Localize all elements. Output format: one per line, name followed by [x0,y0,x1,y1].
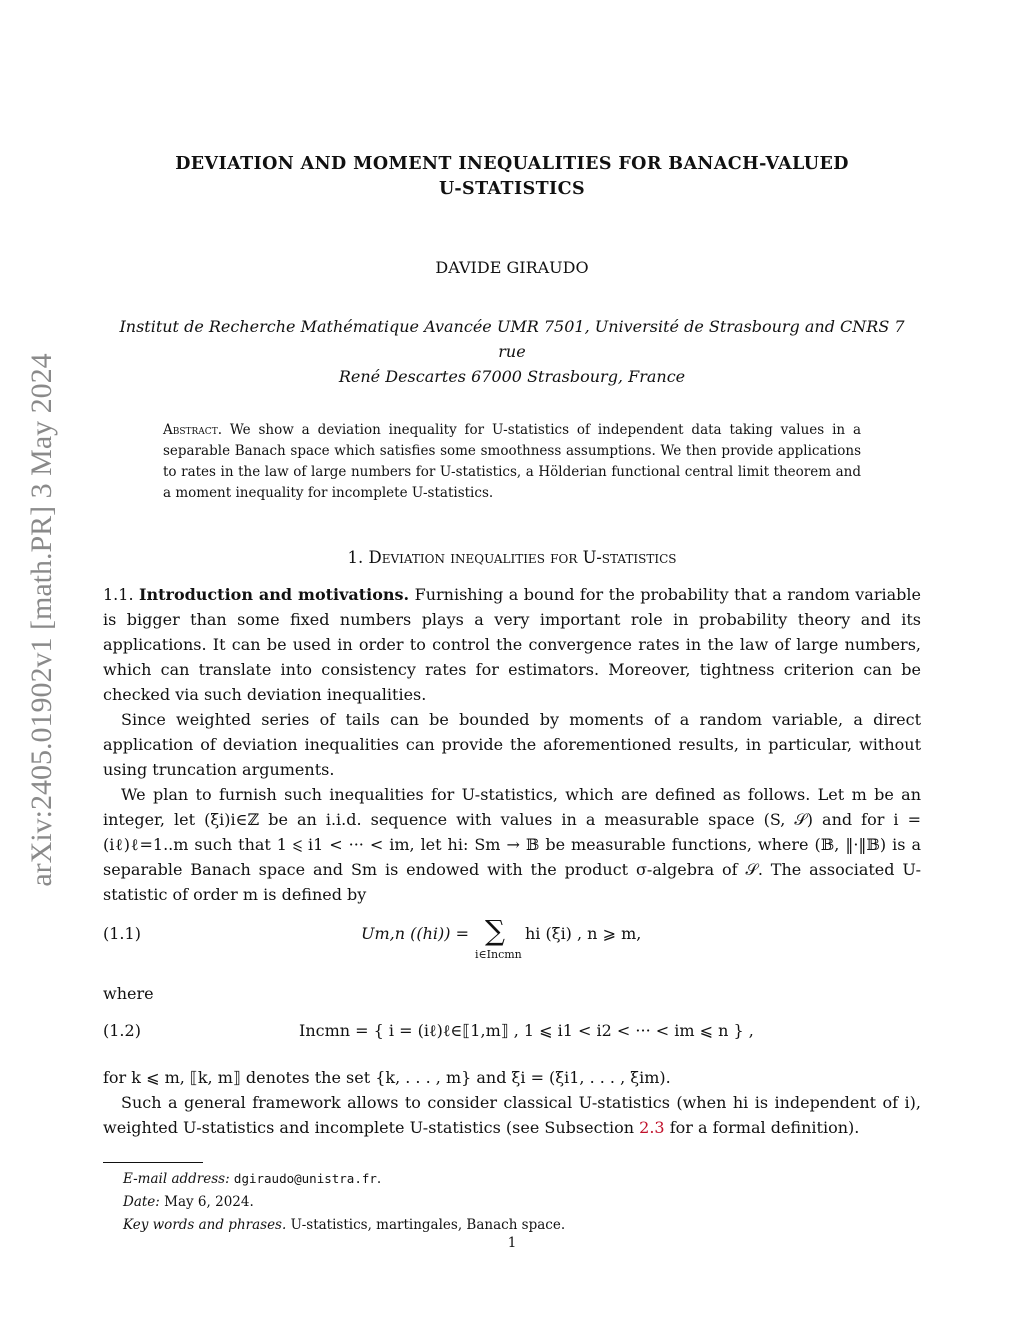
arxiv-stamp [22,300,62,940]
equation-1-1-sum: ∑ [485,914,505,947]
affiliation [104,314,920,389]
equation-1-1-label: (1.1) [103,924,141,943]
section-number: 1. [347,548,364,567]
footnote-email: E-mail address: dgiraudo@unistra.fr. [123,1171,382,1187]
paragraph-3: We plan to furnish such inequalities for U-statistics, which are defined as follows. Let m be an integer, let (ξi)i∈ℤ be an i.i.d. sequence with values in a measurable space (S, 𝒮) and for i = (iℓ)ℓ=1..m such that 1 ⩽ i1 < ··· < im, let hi: Sm → 𝔹 be measurable functions, where (𝔹, ‖·‖𝔹) is a separable Banach space and Sm is endowed with the product σ-algebra of 𝒮. The associated U-statistic of order m is defined by [103,785,921,904]
footnotes [123,1167,903,1237]
section-heading [120,548,904,567]
paragraph-5 [103,1090,921,1140]
page-number: 1 [507,1235,517,1251]
equation-1-1-rhs: hi (ξi) , n ⩾ m, [525,924,642,943]
affiliation-line-1: Institut de Recherche Mathématique Avancée UMR 7501, Université de Strasbourg and CNRS 7 rue [119,317,905,361]
subsection-number: 1.1. [103,585,134,604]
paragraph-5-tail: for a formal definition). [669,1118,860,1137]
intro-block [103,582,921,907]
where-text: where [103,984,154,1003]
paragraph-4: for k ⩽ m, ⟦k, m⟧ denotes the set {k, . . . , m} and ξi = (ξi1, . . . , ξim). [103,1068,671,1087]
section-title: Deviation inequalities for U-statistics [368,548,677,567]
footnote-keywords [123,1214,903,1237]
title-line-2: U-STATISTICS [439,179,585,199]
arxiv-stamp-text: arXiv:2405.01902v1 [math.PR] 3 May 2024 [25,353,58,887]
abstract [163,420,861,504]
equation-1-1-sub: i∈Incmn [475,948,522,961]
equation-1-2-body: Incmn = { i = (iℓ)ℓ∈⟦1,m⟧ , 1 ⩽ i1 < i2 < ··· < im ⩽ n } , [299,1021,754,1040]
closing-block [103,1065,921,1140]
abstract-label: Abstract. [163,422,222,438]
footnote-keywords-value: U-statistics, martingales, Banach space. [290,1217,566,1233]
eq1-lhs-text: Um,n ((hi)) = [361,924,470,943]
footnote-date-value: May 6, 2024. [164,1194,254,1210]
equation-1-1-lhs [361,924,469,943]
footnote-keywords-label: Key words and phrases. [123,1217,287,1233]
email-link[interactable]: dgiraudo@unistra.fr [233,1171,377,1186]
affiliation-line-2: René Descartes 67000 Strasbourg, France [338,367,686,386]
paper-title [120,152,904,202]
title-line-1: DEVIATION AND MOMENT INEQUALITIES FOR BANACH-VALUED [175,154,849,174]
paragraph-2: Since weighted series of tails can be bounded by moments of a random variable, a direct application of deviation inequalities can provide the aforementioned results, in particular, without using truncation arguments. [103,710,921,779]
paragraph-1 [103,582,921,707]
equation-1-2-label: (1.2) [103,1021,141,1040]
footnote-rule [103,1162,203,1163]
abstract-text: We show a deviation inequality for U-statistics of independent data taking values in a separable Banach space which satisfies some smoothness assumptions. We then provide applications to rates in the law of large numbers for U-statistics, a Hölderian functional central limit theorem and a moment inequality for incomplete U-statistics. [163,422,862,501]
subsection-title: Introduction and motivations. [139,585,410,604]
subsection-reference-link[interactable]: 2.3 [639,1118,665,1137]
footnote-date [123,1191,903,1214]
author: DAVIDE GIRAUDO [435,258,589,277]
paragraph-5-text: Such a general framework allows to consider classical U-statistics (when hi is independent of i), weighted U-statistics and incomplete U-statistics (see Subsection [103,1093,921,1137]
paragraph-1-text: Furnishing a bound for the probability that a random variable is bigger than some fixed numbers plays a very important role in probability theory and its applications. It can be used in order to control the convergence rates in the law of large numbers, which can translate into consistency rates for estimators. Moreover, tightness criterion can be checked via such deviation inequalities. [103,585,921,704]
footnote-date-label: Date: [123,1194,160,1210]
footnote-email-label: E-mail address: [123,1171,230,1187]
